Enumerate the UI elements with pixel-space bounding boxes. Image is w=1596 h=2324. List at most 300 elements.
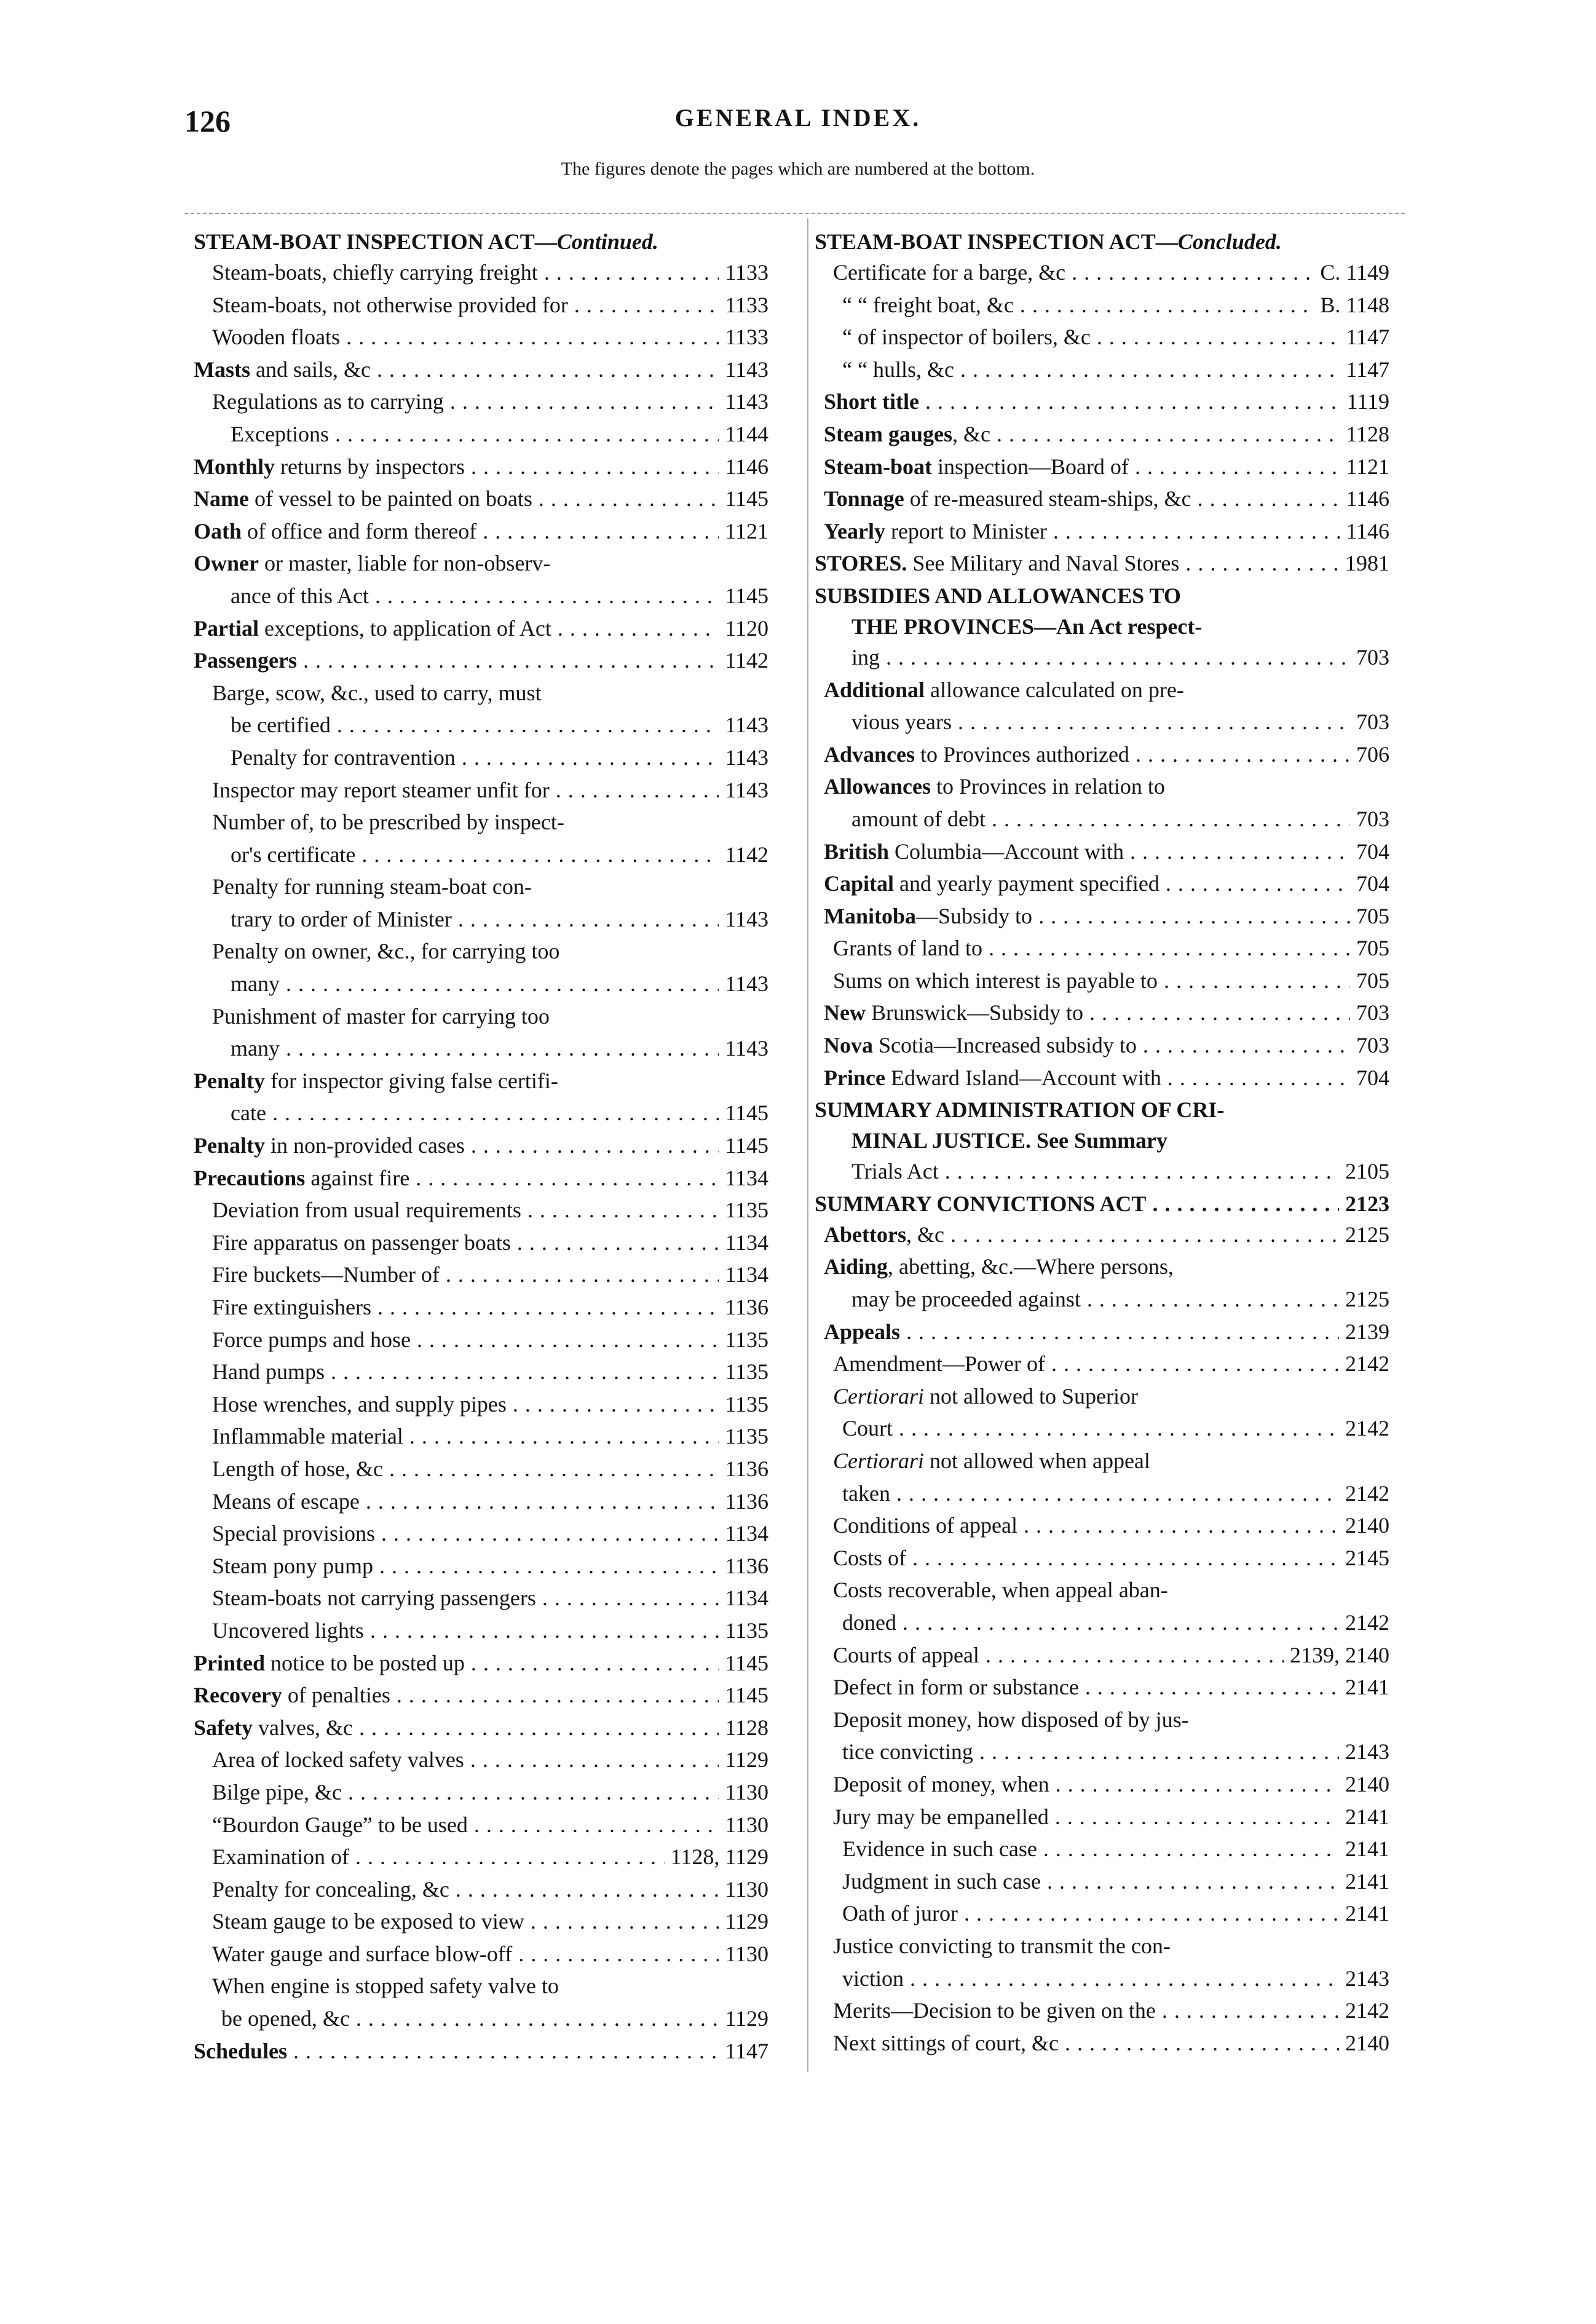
index-entry-label: Judgment in such case <box>842 1868 1041 1894</box>
index-entry-keyword: Partial <box>194 615 259 641</box>
index-entry <box>194 1165 768 1198</box>
index-entry-text <box>194 2038 719 2064</box>
index-entry-text <box>833 1674 1339 1700</box>
index-entry-label: Examination of <box>212 1844 349 1870</box>
index-entry <box>815 389 1389 421</box>
index-entry <box>194 680 768 713</box>
index-entry-text <box>824 871 1350 896</box>
index-entry-text <box>212 1876 719 1902</box>
index-entry <box>815 1674 1389 1707</box>
index-entry-keyword: Monthly <box>194 454 275 479</box>
index-entry-label: of office and form thereof <box>242 518 477 543</box>
index-entry <box>194 874 768 906</box>
index-entry-page: 1136 <box>725 1456 768 1481</box>
index-entry-label: Amendment—Power of <box>833 1351 1045 1377</box>
index-entry-page: 1145 <box>725 1650 768 1675</box>
index-entry-text <box>824 1000 1350 1026</box>
index-entry <box>194 938 768 971</box>
index-entry <box>815 1512 1389 1545</box>
index-entry-text <box>833 1933 1383 1959</box>
index-entry <box>815 773 1389 806</box>
index-entry-label: may be proceeded against <box>851 1287 1081 1312</box>
index-entry-text <box>851 644 1350 670</box>
index-entry-page: 2141 <box>1345 1868 1389 1894</box>
index-entry <box>815 1577 1389 1610</box>
index-entry-text <box>212 1230 719 1255</box>
index-entry-keyword: Allowances <box>824 774 931 799</box>
index-entry-keyword: Additional <box>824 677 925 702</box>
index-entry <box>194 486 768 518</box>
index-entry-label: Fire extinguishers <box>212 1295 371 1319</box>
index-entry-label: Steam gauge to be exposed to view <box>212 1909 524 1934</box>
index-entry-keyword: Oath <box>194 518 242 543</box>
index-entry-page: 1135 <box>725 1327 768 1352</box>
index-entry-label: Steam-boats, not otherwise provided for <box>212 292 568 317</box>
index-entry-label: cate <box>231 1101 266 1126</box>
index-entry-page: 1134 <box>725 1586 768 1611</box>
index-entry <box>815 1804 1389 1836</box>
index-entry-page: 2125 <box>1345 1222 1389 1247</box>
index-entry <box>194 906 768 939</box>
index-entry-label: Deposit money, how disposed of by jus- <box>833 1707 1189 1732</box>
index-entry-page: 1135 <box>725 1359 768 1385</box>
index-entry-label: Deposit of money, when <box>833 1771 1049 1796</box>
index-entry-keyword: Recovery <box>194 1683 282 1708</box>
index-entry-page: 1143 <box>725 1036 768 1061</box>
index-entry-text <box>833 2030 1339 2056</box>
index-entry <box>194 777 768 810</box>
index-entry-page: 705 <box>1356 936 1389 961</box>
index-entry-text <box>833 1771 1339 1797</box>
index-entry-page: 1129 <box>725 1909 768 1934</box>
index-entry <box>815 1222 1389 1254</box>
index-entry <box>194 1908 768 1941</box>
index-entry <box>815 1480 1389 1513</box>
index-entry <box>815 709 1389 741</box>
index-entry-label: exceptions, to application of Act <box>258 615 551 641</box>
index-entry-page: 1134 <box>725 1262 768 1287</box>
index-entry <box>815 1415 1389 1448</box>
index-entry-label: Costs recoverable, when appeal aban- <box>833 1578 1168 1603</box>
index-entry-text <box>231 583 719 609</box>
index-entry <box>815 2030 1389 2063</box>
index-entry-text <box>833 968 1350 994</box>
index-entry-text <box>833 1998 1339 2023</box>
index-entry-text <box>212 1262 719 1287</box>
index-entry <box>194 712 768 745</box>
index-entry-label: MINAL JUSTICE. See Summary <box>851 1128 1168 1153</box>
index-entry <box>815 1254 1389 1286</box>
index-entry-text <box>212 1391 719 1417</box>
index-entry <box>815 1900 1389 1933</box>
index-entry-page: 1147 <box>1346 357 1389 382</box>
index-entry-text <box>231 1100 719 1126</box>
index-entry-text <box>212 874 762 899</box>
index-entry-label: to Provinces authorized <box>915 741 1129 767</box>
index-entry-label: Water gauge and surface blow-off <box>212 1941 513 1966</box>
index-entry-label: Special provisions <box>212 1521 375 1546</box>
index-entry-page: 705 <box>1356 903 1389 928</box>
index-entry-text <box>212 1941 719 1967</box>
index-entry-label: SUBSIDIES AND ALLOWANCES TO <box>815 583 1181 608</box>
index-entry-keyword: Short title <box>824 389 919 414</box>
index-entry-label: Sums on which interest is payable to <box>833 968 1158 993</box>
index-entry-page: 2140 <box>1345 1771 1389 1796</box>
index-entry-text <box>851 806 1350 832</box>
index-entry-label: be opened, &c <box>221 2006 350 2031</box>
index-entry-page: 1143 <box>725 713 768 738</box>
index-entry-page: 1130 <box>725 1941 768 1966</box>
index-entry-page: 706 <box>1356 741 1389 767</box>
index-entry-label: Evidence in such case <box>842 1836 1037 1862</box>
index-entry-label: tice convicting <box>842 1739 973 1765</box>
index-entry-text <box>221 2006 719 2031</box>
index-entry-label: or's certificate <box>231 842 356 867</box>
index-entry-page: 1130 <box>725 1812 768 1837</box>
index-entry-label: “ of inspector of boilers, &c <box>842 325 1091 350</box>
index-entry-label: See Military and Naval Stores <box>907 551 1180 576</box>
index-entry-keyword: Penalty <box>194 1068 265 1093</box>
index-entry-text <box>194 357 719 382</box>
index-entry-page: 703 <box>1356 1033 1389 1058</box>
index-entry <box>815 1191 1389 1222</box>
index-entry-text <box>194 1165 719 1191</box>
index-entry <box>815 644 1389 677</box>
index-entry-label: Edward Island—Account with <box>885 1065 1161 1090</box>
index-entry-keyword: Manitoba <box>824 903 917 928</box>
index-entry-text <box>824 741 1350 767</box>
index-entry-page: 1144 <box>725 421 768 446</box>
index-entry-text <box>212 809 762 835</box>
index-entry-label: inspection—Board of <box>931 454 1129 479</box>
index-entry-text <box>833 1448 1383 1474</box>
index-entry-text <box>833 259 1314 285</box>
index-entry <box>194 292 768 325</box>
index-entry-keyword: Capital <box>824 871 895 896</box>
index-entry <box>815 1966 1389 1998</box>
index-entry-text <box>212 1585 719 1611</box>
index-entry <box>194 259 768 292</box>
index-entry-text <box>833 1545 1339 1571</box>
index-entry <box>815 1128 1389 1158</box>
index-entry-label: Hand pumps <box>212 1359 325 1385</box>
index-entry-page: 1128, 1129 <box>670 1844 768 1870</box>
index-entry-label: Length of hose, &c <box>212 1456 383 1481</box>
index-entry <box>815 1158 1389 1191</box>
index-entry-keyword: Prince <box>824 1065 885 1090</box>
index-entry-page: 703 <box>1356 806 1389 831</box>
index-entry <box>194 1068 768 1101</box>
index-entry-page: 1145 <box>725 583 768 608</box>
index-entry-text <box>194 615 719 641</box>
index-entry-label: Bilge pipe, &c <box>212 1779 342 1804</box>
index-entry-text <box>824 773 1383 799</box>
index-entry-text <box>194 454 719 480</box>
index-entry-label: vious years <box>851 709 952 735</box>
index-entry-text <box>842 1610 1339 1635</box>
index-entry-text <box>212 1747 719 1773</box>
index-entry <box>815 1642 1389 1675</box>
index-entry <box>194 1488 768 1521</box>
index-entry-text <box>851 1158 1339 1184</box>
index-entry-page: 1136 <box>725 1553 768 1578</box>
index-entry <box>815 1032 1389 1065</box>
index-entry-text <box>231 971 719 997</box>
index-entry-label: Trials Act <box>851 1159 939 1184</box>
index-entry-text <box>212 680 762 706</box>
index-entry-label: not allowed to Superior <box>924 1383 1138 1409</box>
index-entry-label: Grants of land to <box>833 936 982 961</box>
index-entry <box>815 1868 1389 1901</box>
index-entry <box>194 1844 768 1876</box>
index-entry-page: 703 <box>1356 1000 1389 1026</box>
index-entry <box>194 583 768 615</box>
index-entry-label: Barge, scow, &c., used to carry, must <box>212 680 542 705</box>
index-entry-text <box>212 389 719 414</box>
index-entry-label: of vessel to be painted on boats <box>248 486 532 512</box>
index-entry-page: 2142 <box>1345 1480 1389 1506</box>
index-entry-page: 1143 <box>725 971 768 997</box>
index-entry-page: 705 <box>1356 968 1389 993</box>
index-entry-text <box>824 1222 1339 1247</box>
index-entry-label: THE PROVINCES—An Act respect- <box>851 614 1203 639</box>
index-entry-page: 2123 <box>1345 1191 1389 1216</box>
index-entry-page: 703 <box>1356 644 1389 670</box>
index-entry <box>815 1000 1389 1032</box>
index-entry-text <box>824 1032 1350 1058</box>
index-entry-page: 1142 <box>725 648 768 673</box>
index-entry-page: 1119 <box>1346 389 1389 414</box>
index-entry <box>194 1262 768 1294</box>
index-entry <box>194 1618 768 1650</box>
index-entry-label: , &c <box>952 421 990 446</box>
index-entry-label: Area of locked safety valves <box>212 1747 464 1773</box>
index-entry <box>815 1286 1389 1319</box>
index-entry <box>815 871 1389 903</box>
index-entry-page: 1143 <box>725 389 768 414</box>
index-entry-label: Courts of appeal <box>833 1642 979 1667</box>
index-entry <box>815 292 1389 325</box>
index-entry-keyword: Yearly <box>824 518 885 543</box>
index-entry-label: Steam pony pump <box>212 1553 373 1578</box>
index-entry-text <box>212 1618 719 1643</box>
index-entry <box>815 1933 1389 1966</box>
index-entry <box>815 583 1389 614</box>
index-entry <box>194 324 768 357</box>
index-entry-label: Merits—Decision to be given on the <box>833 1998 1156 2023</box>
index-entry-page: 2141 <box>1345 1675 1389 1700</box>
index-entry <box>194 1456 768 1488</box>
index-entry-label: notice to be posted up <box>264 1650 465 1675</box>
index-entry-page: 1134 <box>725 1230 768 1255</box>
index-entry <box>815 454 1389 486</box>
index-entry-text <box>842 1836 1339 1862</box>
index-entry-page: 1136 <box>725 1295 768 1319</box>
index-entry-page: 1134 <box>725 1165 768 1190</box>
index-entry <box>194 1132 768 1165</box>
index-entry-label: , abetting, &c.—Where persons, <box>888 1254 1174 1279</box>
index-entry-label: against fire <box>305 1165 410 1190</box>
index-entry <box>815 839 1389 871</box>
index-entry-label: many <box>231 1036 280 1061</box>
index-entry-text <box>212 1003 762 1029</box>
index-entry-keyword: Owner <box>194 551 259 576</box>
index-entry-text <box>212 1812 719 1838</box>
index-entry-text <box>824 677 1383 703</box>
index-entry <box>815 1097 1389 1128</box>
index-entry-text <box>231 1035 719 1061</box>
index-entry-keyword: Aiding <box>824 1254 888 1279</box>
index-entry-page: 1147 <box>1346 325 1389 350</box>
index-entry-text <box>212 292 719 318</box>
index-entry <box>194 1230 768 1262</box>
index-entry-label: Inflammable material <box>212 1424 403 1449</box>
index-entry <box>194 1327 768 1359</box>
index-entry-label: “ “ freight boat, &c <box>842 292 1014 317</box>
index-entry-label: amount of debt <box>851 806 986 831</box>
index-entry-text <box>815 1191 1339 1217</box>
index-entry-italic: Continued. <box>556 229 658 254</box>
index-entry-keyword: Name <box>194 486 249 512</box>
index-entry-label: Number of, to be prescribed by inspect- <box>212 810 564 835</box>
index-entry-label: SUMMARY ADMINISTRATION OF CRI- <box>815 1097 1225 1123</box>
index-entry-text <box>194 1650 719 1676</box>
index-entry-label: not allowed when appeal <box>924 1449 1150 1473</box>
index-entry-keyword: STORES. <box>815 551 907 576</box>
index-entry-keyword: Printed <box>194 1650 265 1675</box>
index-entry-label: doned <box>842 1610 896 1635</box>
index-entry-text <box>212 777 719 803</box>
index-entry <box>194 229 768 259</box>
index-entry-page: 2139, 2140 <box>1290 1642 1389 1667</box>
index-entry <box>194 454 768 486</box>
index-entry-page: 1143 <box>725 745 768 770</box>
index-entry-text <box>842 1415 1339 1441</box>
index-entry-label: allowance calculated on pre- <box>925 677 1184 702</box>
index-entry-text <box>824 903 1350 929</box>
index-entry-page: 1129 <box>725 2006 768 2031</box>
index-entry-label: report to Minister <box>885 518 1047 543</box>
index-entry <box>815 421 1389 454</box>
index-entry-page: 1130 <box>725 1779 768 1804</box>
index-entry-page: 2145 <box>1345 1545 1389 1570</box>
index-entry-keyword: Passengers <box>194 648 297 673</box>
index-entry-text <box>833 1383 1383 1409</box>
index-entry <box>194 1715 768 1747</box>
index-entry-label: or master, liable for non-observ- <box>258 551 551 576</box>
index-entry <box>194 1197 768 1230</box>
index-entry <box>194 647 768 680</box>
index-entry-label: in non-provided cases <box>264 1133 465 1158</box>
index-entry-label: ance of this Act <box>231 583 369 608</box>
index-entry-text <box>212 1197 719 1223</box>
index-entry-text <box>212 324 719 350</box>
index-entry-text <box>815 1097 1383 1123</box>
index-entry-page: 1133 <box>725 292 768 317</box>
index-entry-text <box>833 935 1350 961</box>
index-entry-label: many <box>231 971 280 997</box>
index-entry-label: and sails, &c <box>250 357 371 382</box>
index-entry-label: Steam-boats, chiefly carrying freight <box>212 260 538 285</box>
index-entry-page: 704 <box>1356 1065 1389 1090</box>
index-entry-label: Oath of juror <box>842 1901 958 1926</box>
index-entry <box>815 1998 1389 2030</box>
index-entry-page: 1981 <box>1345 551 1389 576</box>
index-entry-keyword: Abettors <box>824 1222 906 1247</box>
index-entry-page: 2125 <box>1345 1287 1389 1312</box>
index-entry-label: Uncovered lights <box>212 1618 364 1643</box>
index-entry-label: SUMMARY CONVICTIONS ACT <box>815 1191 1147 1216</box>
index-entry-page: 1146 <box>1346 518 1389 543</box>
index-entry-text <box>212 1553 719 1579</box>
index-entry-text <box>842 1739 1339 1765</box>
index-entry-page: 1143 <box>725 357 768 382</box>
index-entry <box>194 615 768 648</box>
index-entry-label: Columbia—Account with <box>889 839 1124 864</box>
index-entry-text <box>194 229 762 255</box>
index-entry <box>194 1100 768 1132</box>
index-entry-label: , &c <box>906 1222 944 1247</box>
index-entry <box>815 357 1389 389</box>
index-entry <box>194 745 768 777</box>
index-entry <box>815 1739 1389 1771</box>
index-entry-text <box>194 1715 719 1741</box>
index-entry-page: 1128 <box>1346 421 1389 446</box>
index-entry-label: Justice convicting to transmit the con- <box>833 1933 1171 1958</box>
index-entry <box>815 229 1389 259</box>
index-entry-page: 2141 <box>1345 1901 1389 1926</box>
page-title: GENERAL INDEX. <box>674 104 922 132</box>
index-entry <box>194 1585 768 1618</box>
index-entry-page: 2140 <box>1345 1513 1389 1538</box>
index-entry-keyword: Safety <box>194 1715 253 1740</box>
index-entry <box>194 1359 768 1391</box>
index-entry-page: 2141 <box>1345 1804 1389 1829</box>
index-entry <box>815 1610 1389 1642</box>
index-entry <box>194 1941 768 1974</box>
index-entry-italic: Concluded. <box>1177 229 1282 254</box>
index-entry <box>815 806 1389 839</box>
index-entry-page: 704 <box>1356 839 1389 864</box>
index-entry-label: Penalty on owner, &c., for carrying too <box>212 939 560 964</box>
index-entry-label: Inspector may report steamer unfit for <box>212 777 550 802</box>
index-entry-keyword: Advances <box>824 741 915 767</box>
index-entry-page: 1128 <box>725 1715 768 1740</box>
index-entry-page: 1120 <box>725 615 768 641</box>
index-entry-text <box>815 550 1339 576</box>
index-entry-page: 2139 <box>1345 1319 1389 1344</box>
index-entry <box>815 1836 1389 1868</box>
index-entry-text <box>833 1707 1383 1733</box>
index-entry-text <box>212 1908 719 1934</box>
index-entry-page: 2140 <box>1345 2030 1389 2055</box>
index-entry-keyword: British <box>824 839 890 864</box>
index-entry-text <box>231 745 719 770</box>
index-entry <box>194 2038 768 2071</box>
index-entry-text <box>212 1973 762 1999</box>
index-entry-text <box>212 1520 719 1546</box>
index-entry-label: —Subsidy to <box>916 903 1033 928</box>
index-entry-text <box>833 1512 1339 1538</box>
index-entry-text <box>194 1132 719 1158</box>
index-entry-text <box>231 906 719 932</box>
index-entry-label: STEAM-BOAT INSPECTION ACT— <box>194 229 557 254</box>
index-entry-label: Means of escape <box>212 1488 360 1514</box>
index-entry-keyword: Nova <box>824 1033 873 1058</box>
index-entry-page: 2142 <box>1345 1998 1389 2023</box>
index-entry-label: Exceptions <box>231 421 329 446</box>
index-entry-keyword: Precautions <box>194 1165 306 1190</box>
